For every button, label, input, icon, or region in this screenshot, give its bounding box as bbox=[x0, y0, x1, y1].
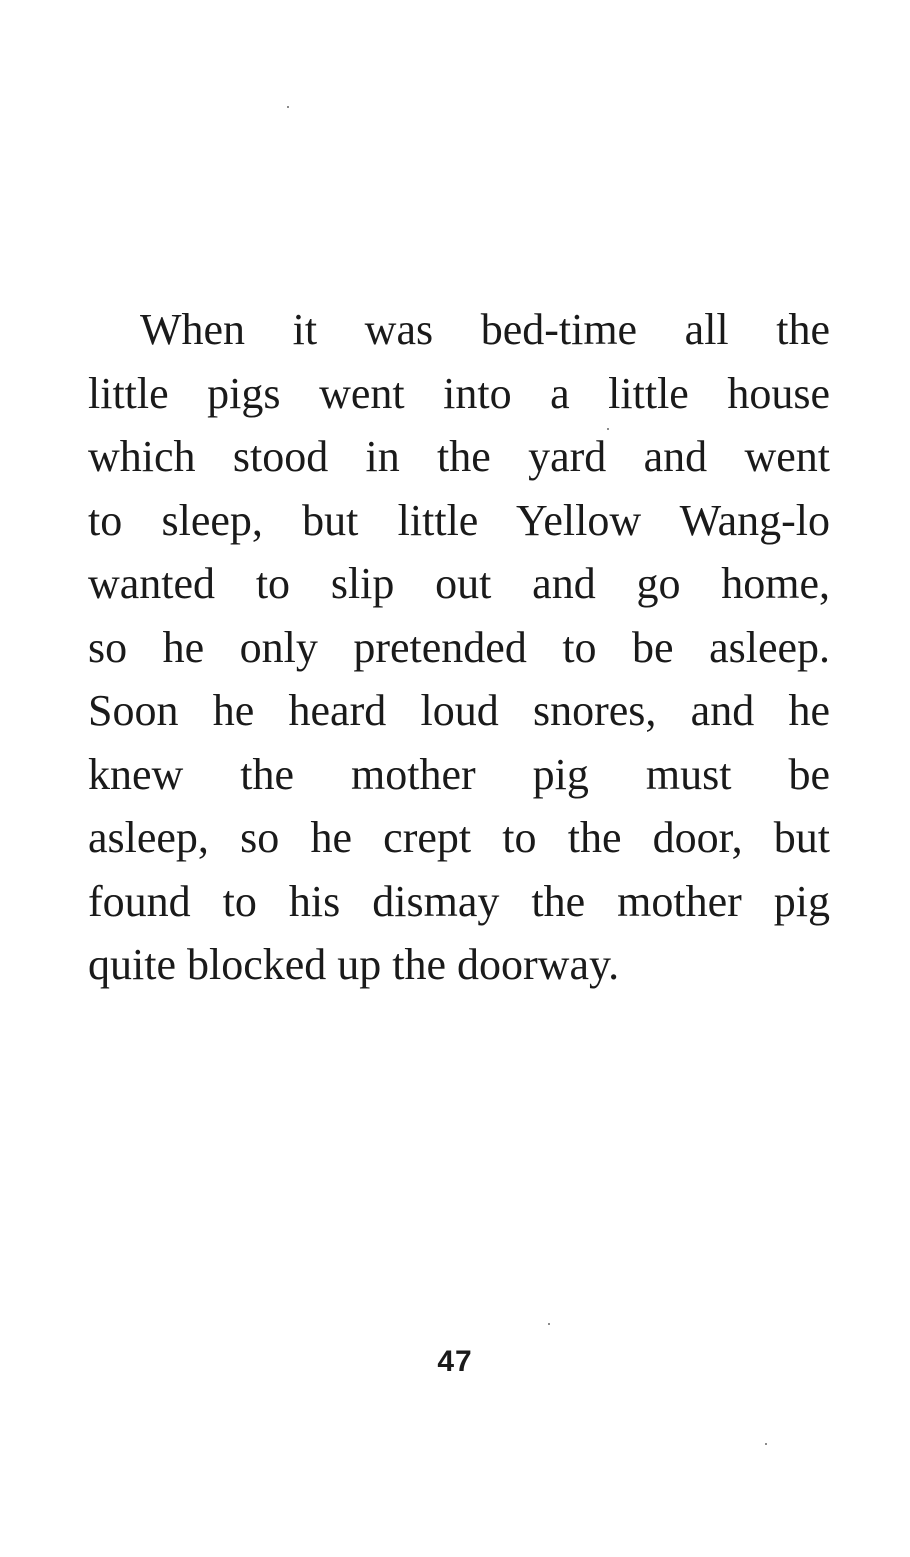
paragraph-line: asleep, so he crept to the door, but bbox=[88, 813, 830, 862]
paragraph-line: found to his dismay the mother pig bbox=[88, 876, 830, 926]
paragraph-line: Soon he heard loud snores, and he bbox=[88, 686, 830, 735]
paragraph-line: wanted to slip out and go home, bbox=[88, 559, 830, 608]
paragraph-line: to sleep, but little Yellow Wang-lo bbox=[88, 495, 830, 545]
paragraph-line: which stood in the yard and went bbox=[88, 432, 830, 481]
paragraph-line: knew the mother pig must be bbox=[88, 749, 830, 799]
print-speck bbox=[287, 106, 289, 108]
print-speck bbox=[548, 1323, 550, 1325]
print-speck bbox=[765, 1443, 767, 1445]
paragraph-line: so he only pretended to be asleep. bbox=[88, 622, 830, 672]
paragraph-line: When it was bed-time all the bbox=[140, 305, 830, 354]
paragraph-line: little pigs went into a little house bbox=[88, 368, 830, 418]
paragraph-line: quite blocked up the doorway. bbox=[88, 940, 620, 989]
page-number: 47 bbox=[437, 1345, 473, 1378]
story-paragraph bbox=[88, 298, 830, 997]
